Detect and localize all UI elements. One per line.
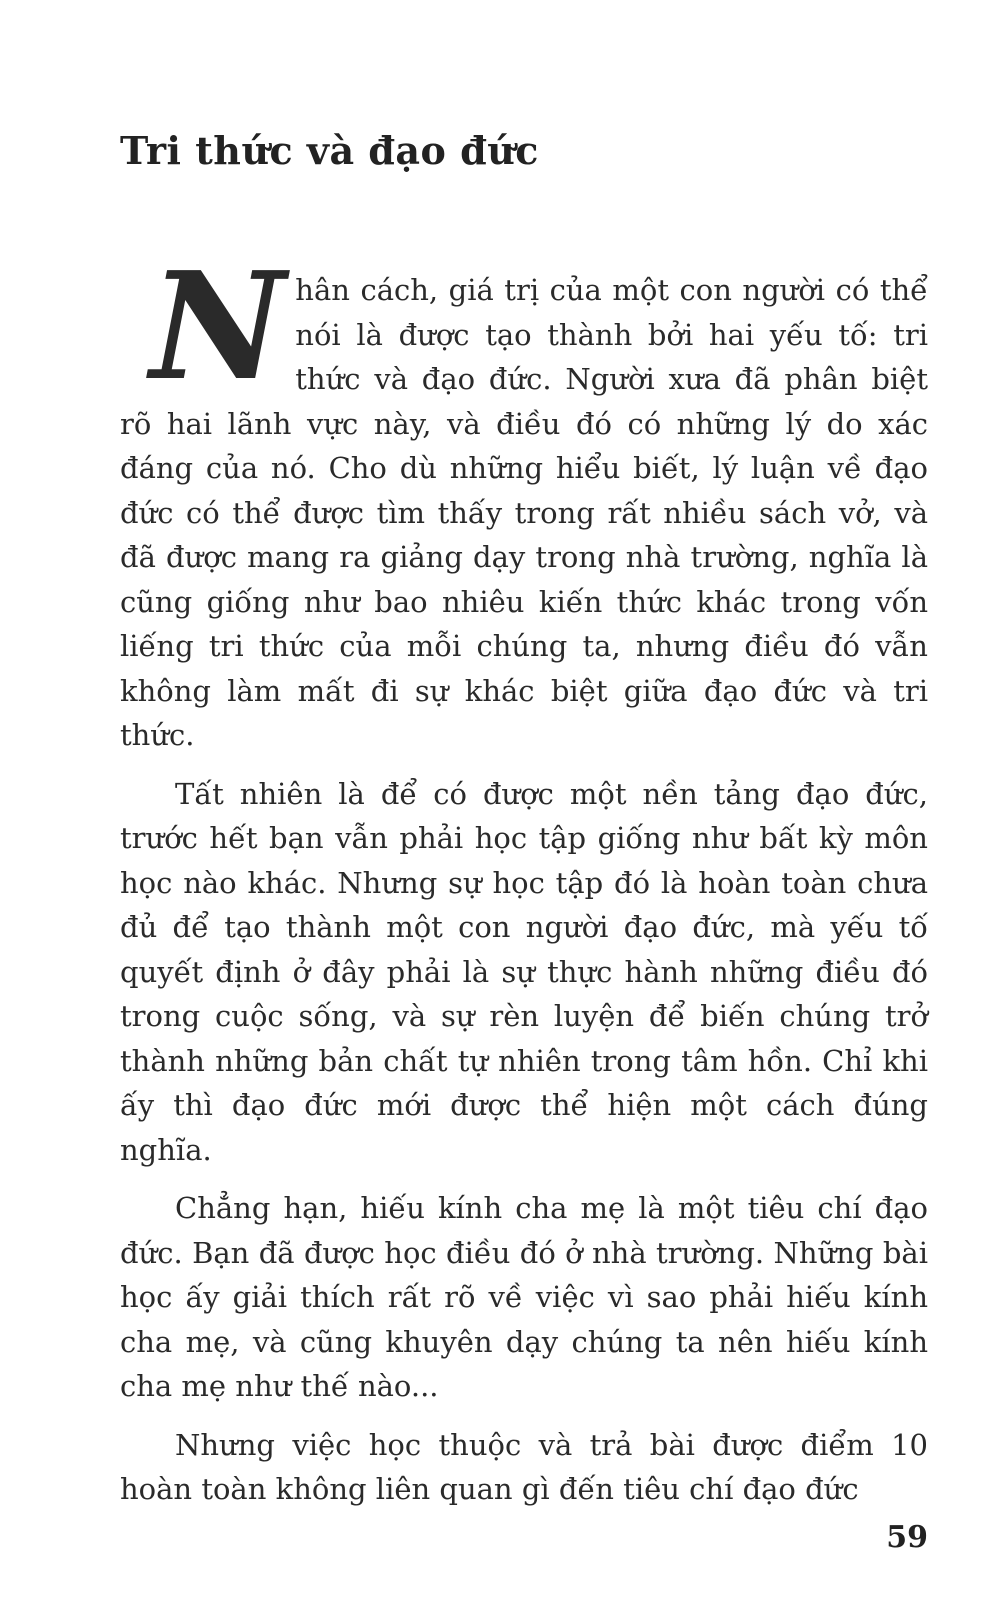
paragraph-1-text: hân cách, giá trị của một con người có thể nói là được tạo thành bởi hai yếu tố: tri thức và đạo đức. Người xưa đã phân biệt rõ hai lãnh vực này, và điều đó có những lý do xác đáng của nó. Cho dù những hiểu biết, lý luận về đạo đức có thể được tìm thấy trong rất nhiều sách vở, và đã được mang ra giảng dạy trong nhà trường, nghĩa là cũng giống như bao nhiêu kiến thức khác trong vốn liếng tri thức của mỗi chúng ta, nhưng điều đó vẫn không làm mất đi sự khác biệt giữa đạo đức và tri thức. xyxy=(120,273,928,752)
drop-cap: N xyxy=(150,239,286,413)
page-number: 59 xyxy=(886,1520,928,1555)
body-text xyxy=(120,239,928,1526)
paragraph-3: Chẳng hạn, hiếu kính cha mẹ là một tiêu chí đạo đức. Bạn đã được học điều đó ở nhà trường. Những bài học ấy giải thích rất rõ về việc vì sao phải hiếu kính cha mẹ, và cũng khuyên dạy chúng ta nên hiếu kính cha mẹ như thế nào... xyxy=(120,1191,928,1403)
chapter-title: Tri thức và đạo đức xyxy=(120,128,539,173)
paragraph-1 xyxy=(120,239,928,758)
paragraph-4: Nhưng việc học thuộc và trả bài được điểm 10 hoàn toàn không liên quan gì đến tiêu chí đạo đức xyxy=(120,1427,928,1506)
paragraph-2: Tất nhiên là để có được một nền tảng đạo đức, trước hết bạn vẫn phải học tập giống như bất kỳ môn học nào khác. Nhưng sự học tập đó là hoàn toàn chưa đủ để tạo thành một con người đạo đức, mà yếu tố quyết định ở đây phải là sự thực hành những điều đó trong cuộc sống, và sự rèn luyện để biến chúng trở thành những bản chất tự nhiên trong tâm hồn. Chỉ khi ấy thì đạo đức mới được thể hiện một cách đúng nghĩa. xyxy=(120,776,928,1167)
